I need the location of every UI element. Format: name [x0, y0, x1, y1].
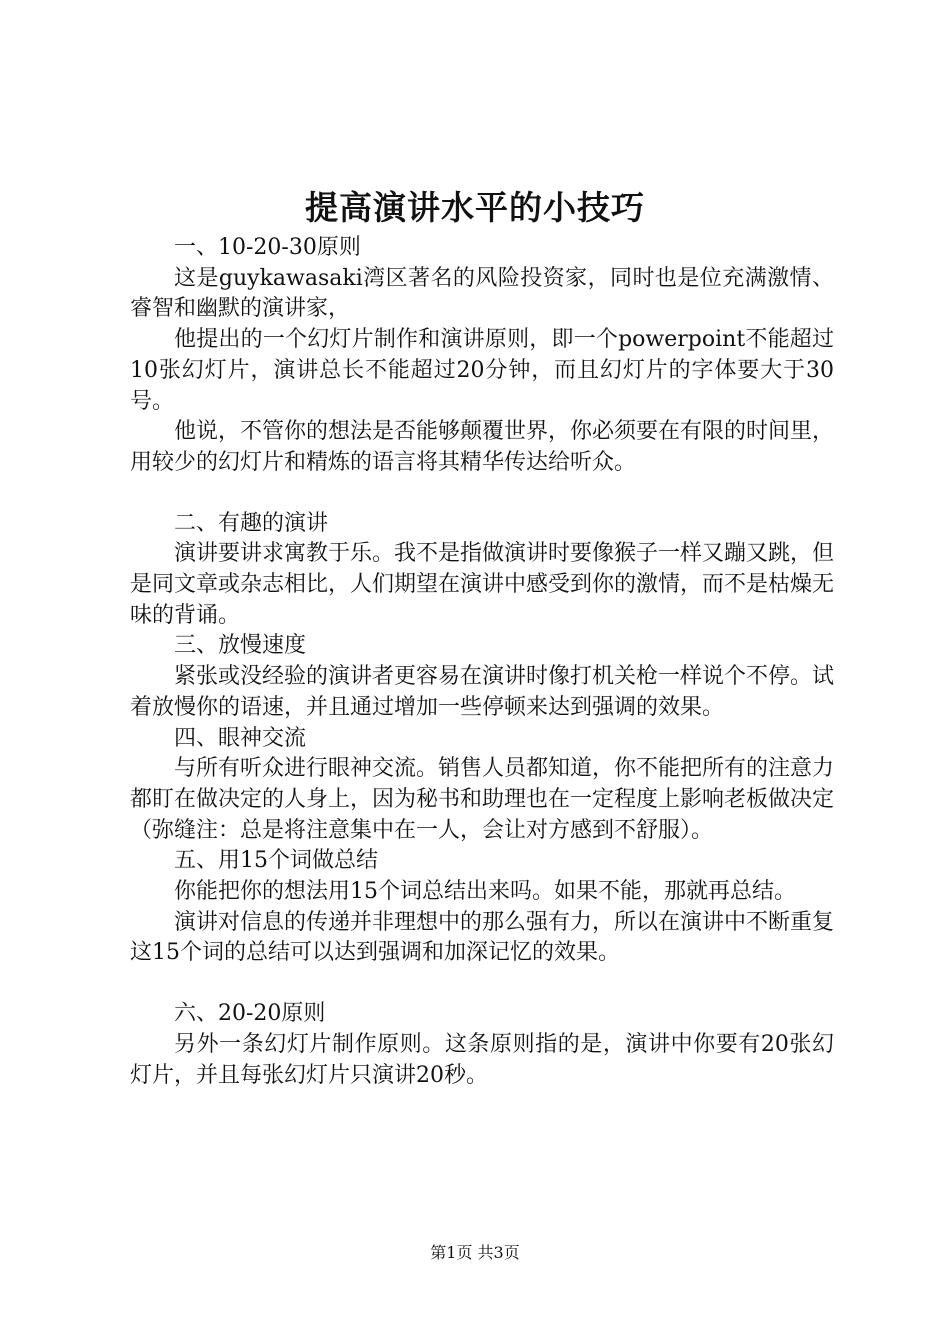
section-1-paragraph-3: 他说，不管你的想法是否能够颠覆世界，你必须要在有限的时间里，用较少的幻灯片和精炼的语言将其精华传达给听众。	[130, 419, 835, 475]
document-body	[130, 233, 834, 1091]
section-4-paragraph-1: 与所有听众进行眼神交流。销售人员都知道，你不能把所有的注意力都盯在做决定的人身上，因为秘书和助理也在一定程度上影响老板做决定（弥缝注：总是将注意集中在一人，会让对方感到不舒服）。	[130, 756, 835, 843]
section-1-paragraph-1: 这是guykawasaki湾区著名的风险投资家，同时也是位充满激情、睿智和幽默的演讲家，	[130, 265, 834, 322]
section-1-paragraph-2: 他提出的一个幻灯片制作和演讲原则，即一个powerpoint不能超过10张幻灯片，演讲总长不能超过20分钟，而且幻灯片的字体要大于30号。	[130, 327, 834, 414]
section-6-paragraph-1: 另外一条幻灯片制作原则。这条原则指的是，演讲中你要有20张幻灯片，并且每张幻灯片只演讲20秒。	[130, 1031, 834, 1088]
blank-line	[130, 479, 834, 509]
section-heading-6: 六、20-20原则	[174, 1001, 326, 1027]
section-heading-5: 五、用15个词做总结	[174, 848, 378, 874]
section-heading-3: 三、放慢速度	[174, 633, 307, 659]
page-footer: 第1页 共3页	[430, 1243, 520, 1262]
section-2-paragraph-1: 演讲要讲求寓教于乐。我不是指做演讲时要像猴子一样又蹦又跳，但是同文章或杂志相比，人们期望在演讲中感受到你的激情，而不是枯燥无味的背诵。	[130, 541, 835, 628]
section-5-paragraph-2: 演讲对信息的传递并非理想中的那么强有力，所以在演讲中不断重复这15个词的总结可以达到强调和加深记忆的效果。	[130, 909, 835, 966]
section-heading-1: 一、10-20-30原则	[174, 235, 361, 260]
document-title: 提高演讲水平的小技巧	[305, 188, 645, 227]
section-5-paragraph-1: 你能把你的想法用15个词总结出来吗。如果不能，那就再总结。	[174, 879, 796, 905]
section-heading-4: 四、眼神交流	[174, 725, 307, 751]
section-3-paragraph-1: 紧张或没经验的演讲者更容易在演讲时像打机关枪一样说个不停。试着放慢你的语速，并且通过增加一些停顿来达到强调的效果。	[130, 664, 835, 720]
section-heading-2: 二、有趣的演讲	[174, 510, 329, 536]
blank-line	[130, 969, 834, 999]
